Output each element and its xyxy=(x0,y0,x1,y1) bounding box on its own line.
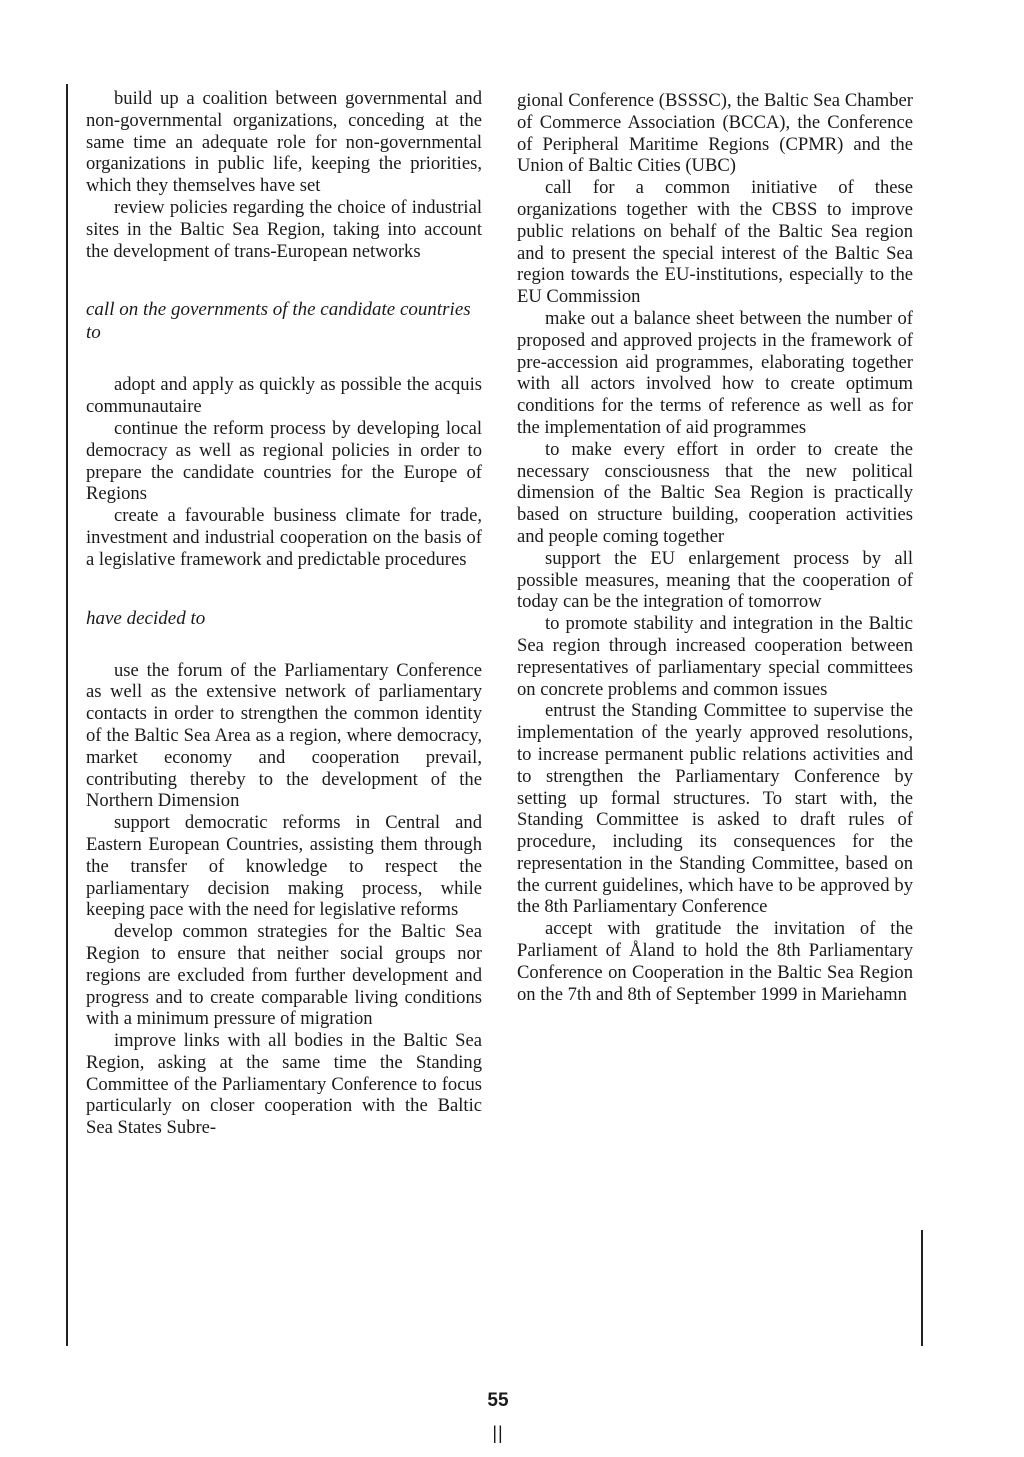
candidate-paragraph: create a favourable business climate for trade, investment and industrial cooperation on the basis of a legislative framework and predictable procedures xyxy=(86,505,482,570)
candidate-paragraph: adopt and apply as quickly as possible the acquis communautaire xyxy=(86,374,482,418)
left-margin-rule xyxy=(66,84,68,1346)
section-heading-decided: have decided to xyxy=(86,607,206,629)
decision-paragraph: accept with gratitude the invitation of the Parliament of Åland to hold the 8th Parliamentary Conference on Cooperation in the Baltic Sea Region on the 7th and 8th of September 1999 in Mariehamn xyxy=(517,918,913,1005)
page-number: 55 xyxy=(487,1390,509,1411)
intro-paragraph: review policies regarding the choice of industrial sites in the Baltic Sea Region, taking into account the development of trans-European networks xyxy=(86,196,482,262)
candidate-paragraph: continue the reform process by developing local democracy as well as regional policies in order to prepare the candidate countries for the Europe of Regions xyxy=(86,417,482,505)
decision-paragraph: support the EU enlargement process by all possible measures, meaning that the cooperation of today can be the integration of tomorrow xyxy=(517,547,913,613)
section-heading-candidate-countries: call on the governments of the candidate countries to xyxy=(86,299,471,344)
footer-mark: || xyxy=(492,1423,504,1443)
continued-paragraph: gional Conference (BSSSC), the Baltic Sea Chamber of Commerce Association (BCCA), the Conference of Peripheral Maritime Regions (CPMR) and the Union of Baltic Cities (UBC) xyxy=(517,90,913,177)
right-margin-rule xyxy=(921,1230,923,1346)
right-column xyxy=(517,90,913,1005)
decision-paragraph: entrust the Standing Committee to supervise the implementation of the yearly approved resolutions, to increase permanent public relations activities and to strengthen the Parliamentary Conference by setting up formal structures. To start with, the Standing Committee is asked to draft rules of procedure, including its consequences for the representation in the Standing Committee, based on the current guidelines, which have to be approved by the 8th Parliamentary Conference xyxy=(517,700,913,918)
decision-paragraph: to make every effort in order to create the necessary consciousness that the new political dimension of the Baltic Sea Region is practically based on structure building, cooperation activities and people coming together xyxy=(517,438,913,547)
decision-paragraph: call for a common initiative of these organizations together with the CBSS to improve public relations on behalf of the Baltic Sea region and to present the special interest of the Baltic Sea region towards the EU-institutions, especially to the EU Commission xyxy=(517,177,913,308)
decision-paragraph: to promote stability and integration in the Baltic Sea region through increased cooperation between representatives of parliamentary special committees on concrete problems and common issues xyxy=(517,613,913,700)
decision-paragraph: support democratic reforms in Central and Eastern European Countries, assisting them through the transfer of knowledge to respect the parliamentary decision making process, while keeping pace with the need for legislative reforms xyxy=(86,812,482,921)
intro-paragraph: build up a coalition between governmental and non-governmental organizations, conceding at the same time an adequate role for non-governmental organizations in public life, keeping the priorities, which they themselves have set xyxy=(86,88,482,197)
left-column xyxy=(86,88,482,1139)
decision-paragraph: make out a balance sheet between the number of proposed and approved projects in the framework of pre-accession aid programmes, elaborating together with all actors involved how to create optimum conditions for the terms of reference as well as for the implementation of aid programmes xyxy=(517,307,913,438)
decision-paragraph: use the forum of the Parliamentary Conference as well as the extensive network of parliamentary contacts in order to strengthen the common identity of the Baltic Sea Area as a region, where democracy, market economy and cooperation prevail, contributing thereby to the development of the Northern Dimension xyxy=(86,659,482,812)
decision-paragraph: develop common strategies for the Baltic Sea Region to ensure that neither social groups nor regions are excluded from further development and progress and to create comparable living conditions with a minimum pressure of migration xyxy=(86,921,482,1030)
decision-paragraph: improve links with all bodies in the Baltic Sea Region, asking at the same time the Standing Committee of the Parliamentary Conference to focus particularly on closer cooperation with the Baltic Sea States Subre- xyxy=(86,1030,482,1139)
